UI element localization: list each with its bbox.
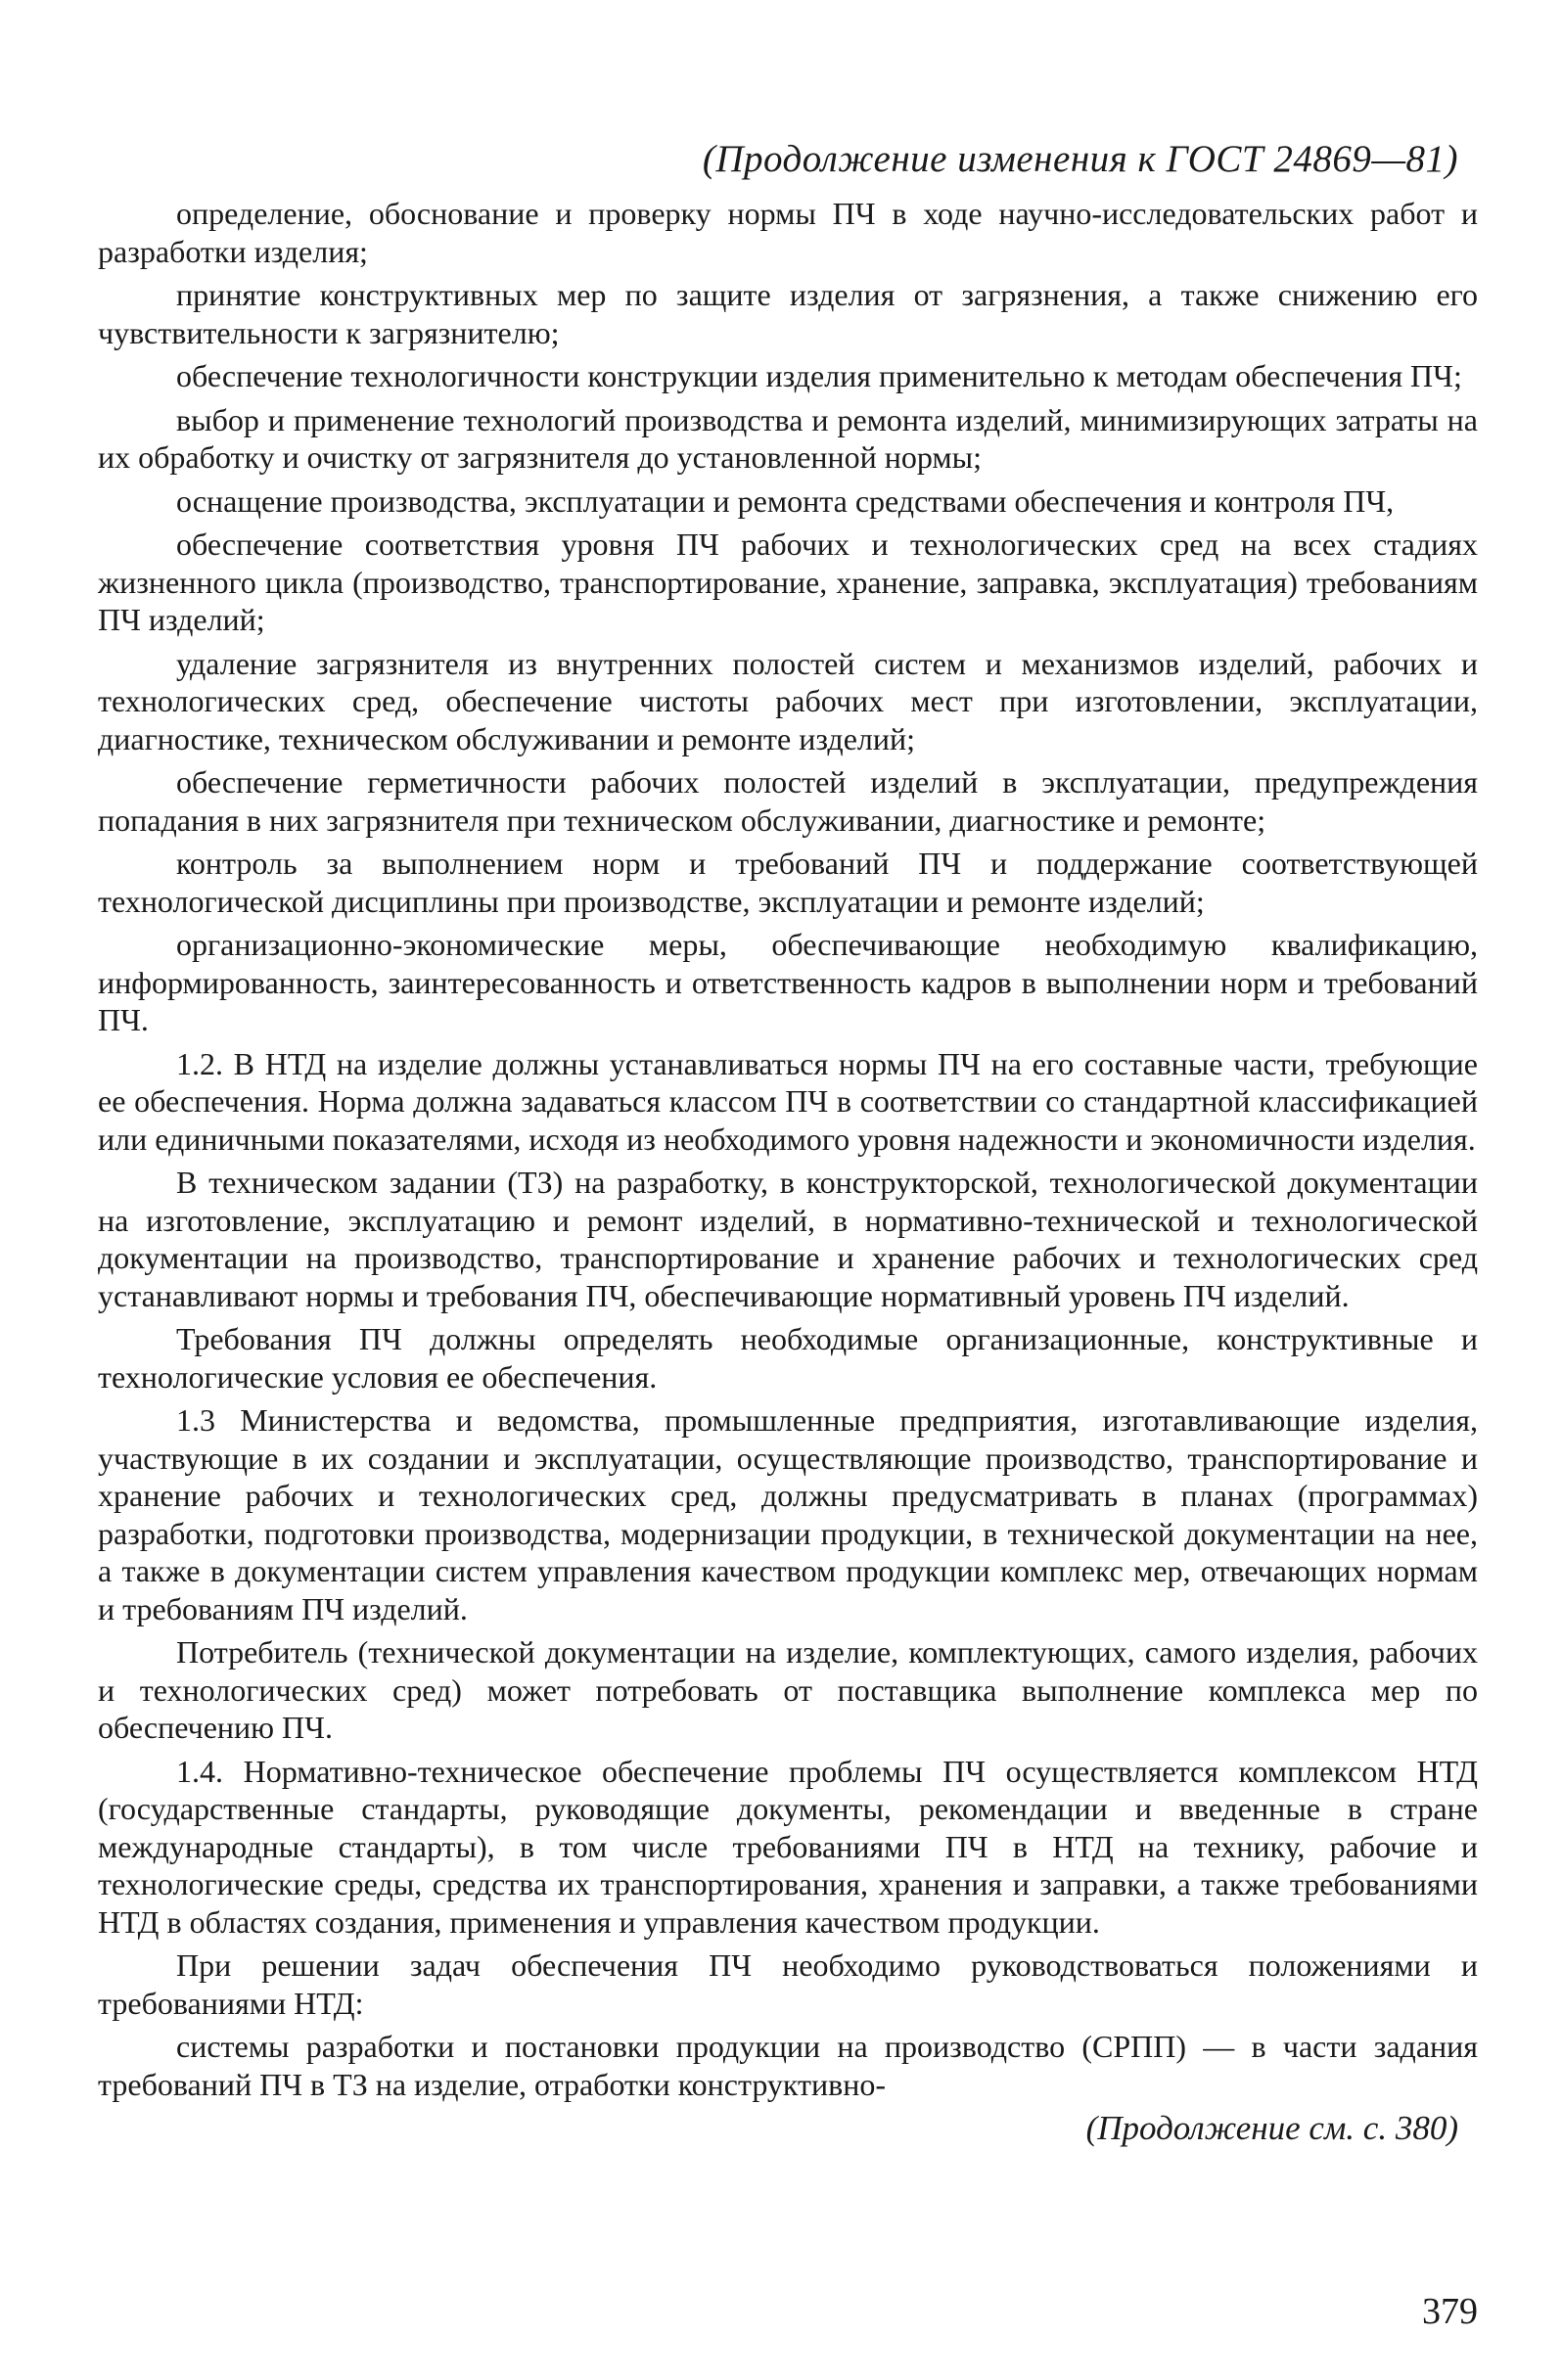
paragraph: Требования ПЧ должны определять необходимые организационные, конструктивные и технологические условия ее обеспечения. <box>98 1321 1478 1395</box>
paragraph: 1.2. В НТД на изделие должны устанавливаться нормы ПЧ на его составные части, требующие ее обеспечения. Норма должна задаваться классом ПЧ в соответствии со стандартной классификацией или единичными показателями, исходя из необходимого уровня надежности и экономичности изделия. <box>98 1045 1478 1157</box>
continuation-note: (Продолжение см. с. 380) <box>1085 2109 1458 2147</box>
page-number: 379 <box>1422 2291 1478 2332</box>
paragraph: определение, обоснование и проверку нормы ПЧ в ходе научно-исследовательских работ и разработки изделия; <box>98 196 1478 269</box>
document-header: (Продолжение изменения к ГОСТ 24869—81) <box>702 138 1458 180</box>
paragraph: 1.4. Нормативно-техническое обеспечение проблемы ПЧ осуществляется комплексом НТД (государственные стандарты, руководящие документы, рекомендации и введенные в стране международные стандарты), в том числе требованиями ПЧ в НТД на технику, рабочие и технологические среды, средства их транспортирования, хранения и заправки, а также требованиями НТД в областях создания, применения и управления качеством продукции. <box>98 1753 1478 1940</box>
paragraph: обеспечение соответствия уровня ПЧ рабочих и технологических сред на всех стадиях жизненного цикла (производство, транспортирование, хранение, заправка, эксплуатация) требованиям ПЧ изделий; <box>98 526 1478 637</box>
paragraph: контроль за выполнением норм и требований ПЧ и поддержание соответствующей технологической дисциплины при производстве, эксплуатации и ремонте изделий; <box>98 846 1478 919</box>
paragraph: обеспечение герметичности рабочих полостей изделий в эксплуатации, предупреждения попадания в них загрязнителя при техническом обслуживании, диагностике и ремонте; <box>98 764 1478 838</box>
paragraph: организационно-экономические меры, обеспечивающие необходимую квалификацию, информированность, заинтересованность и ответственность кадров в выполнении норм и требований ПЧ. <box>98 927 1478 1037</box>
paragraph: выбор и применение технологий производства и ремонта изделий, минимизирующих затраты на их обработку и очистку от загрязнителя до установленной нормы; <box>98 401 1478 475</box>
paragraph: системы разработки и постановки продукции на производство (СРПП) — в части задания требований ПЧ в ТЗ на изделие, отработки конструктивно- <box>98 2029 1478 2102</box>
paragraph: принятие конструктивных мер по защите изделия от загрязнения, а также снижению его чувствительности к загрязнителю; <box>98 277 1478 350</box>
paragraph: В техническом задании (ТЗ) на разработку, в конструкторской, технологической документации на изготовление, эксплуатацию и ремонт изделий, в нормативно-технической и технологической документации на производство, транспортирование и хранение рабочих и технологических сред устанавливают нормы и требования ПЧ, обеспечивающие нормативный уровень ПЧ изделий. <box>98 1165 1478 1313</box>
paragraph: При решении задач обеспечения ПЧ необходимо руководствоваться положениями и требованиями НТД: <box>98 1947 1478 2021</box>
paragraph: обеспечение технологичности конструкции изделия применительно к методам обеспечения ПЧ; <box>176 358 1462 393</box>
paragraph: Потребитель (технической документации на изделие, комплектующих, самого изделия, рабочих и технологических сред) может потребовать от поставщика выполнение комплекса мер по обеспечению ПЧ. <box>98 1634 1478 1745</box>
document-page <box>98 137 1478 2148</box>
paragraph: оснащение производства, эксплуатации и ремонта средствами обеспечения и контроля ПЧ, <box>176 482 1395 519</box>
paragraph: 1.3 Министерства и ведомства, промышленные предприятия, изготавливающие изделия, участвующие в их создании и эксплуатации, осуществляющие производство, транспортирование и хранение рабочих и технологических сред, должны предусматривать в планах (программах) разработки, подготовки производства, модернизации продукции, в технической документации на нее, а также в документации систем управления качеством продукции комплекс мер, отвечающих нормам и требованиям ПЧ изделий. <box>98 1402 1478 1626</box>
paragraph: удаление загрязнителя из внутренних полостей систем и механизмов изделий, рабочих и технологических сред, обеспечение чистоты рабочих мест при изготовлении, эксплуатации, диагностике, техническом обслуживании и ремонте изделий; <box>98 645 1478 756</box>
